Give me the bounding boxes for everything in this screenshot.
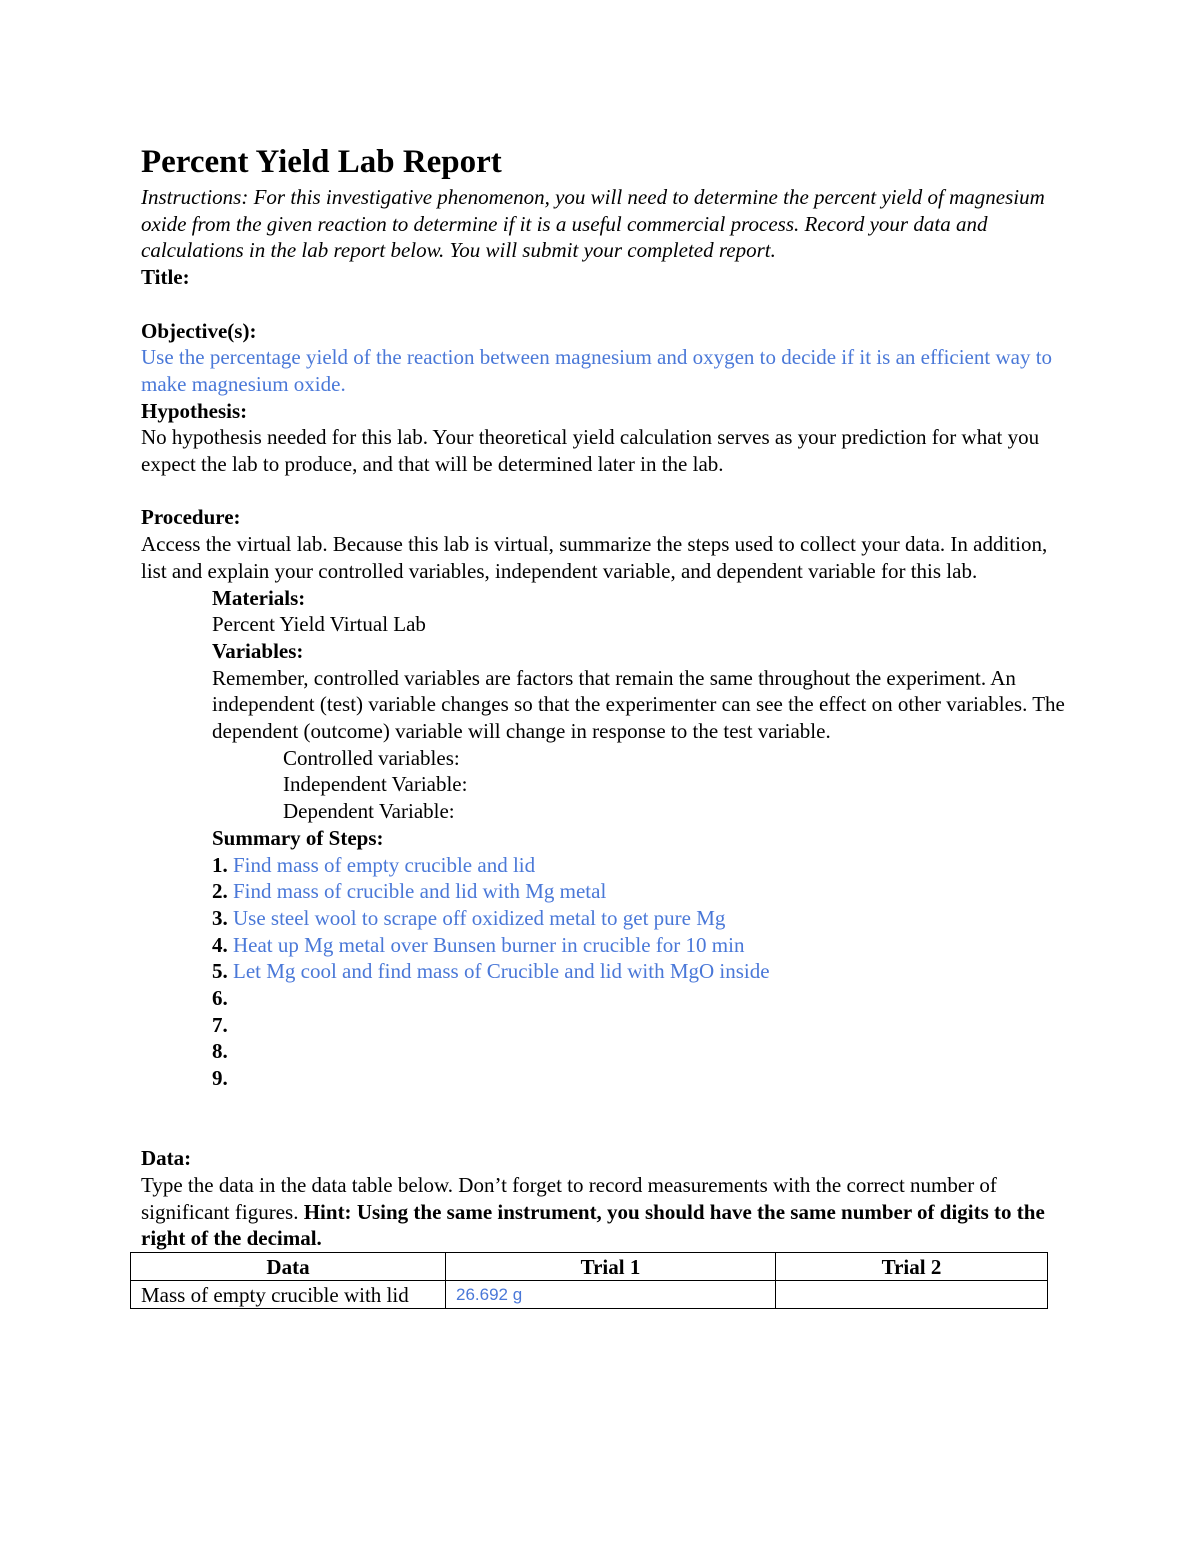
table-cell-trial1[interactable]: 26.692 g <box>446 1281 776 1309</box>
controlled-variables-label[interactable]: Controlled variables: <box>283 745 460 770</box>
step-number: 3. <box>212 905 228 930</box>
step-item[interactable] <box>212 905 1066 932</box>
procedure-text: Access the virtual lab. Because this lab is virtual, summarize the steps used to collect your data. In addition, list and explain your controlled variables, independent variable, and dependent variable for this lab. <box>141 532 1048 583</box>
title-answer-blank[interactable] <box>141 291 1066 318</box>
step-item[interactable] <box>212 1038 1066 1065</box>
step-item[interactable] <box>212 852 1066 879</box>
materials-label: Materials: <box>212 585 306 610</box>
table-cell-label: Mass of empty crucible with lid <box>131 1281 446 1309</box>
step-item[interactable] <box>212 932 1066 959</box>
objective-label: Objective(s): <box>141 318 257 343</box>
step-item[interactable] <box>212 985 1066 1012</box>
spacer <box>141 1119 1066 1146</box>
steps-list <box>141 852 1066 1092</box>
document-page <box>141 140 1066 1309</box>
variables-text: Remember, controlled variables are factors that remain the same throughout the experiment. An independent (test) variable changes so that the experimenter can see the effect on other variables. The dependent (outcome) variable will change in response to the test variable. <box>212 665 1065 744</box>
instructions-text: Instructions: For this investigative phenomenon, you will need to determine the percent yield of magnesium oxide from the given reaction to determine if it is a useful commercial process. Record your data and calculations in the lab report below. You will submit your completed report. <box>141 185 1045 263</box>
step-item[interactable] <box>212 1065 1066 1092</box>
step-item[interactable] <box>212 958 1066 985</box>
step-item[interactable] <box>212 878 1066 905</box>
step-text: Find mass of crucible and lid with Mg metal <box>233 879 607 904</box>
variables-label: Variables: <box>212 638 304 663</box>
step-item[interactable] <box>212 1012 1066 1039</box>
document-title: Percent Yield Lab Report <box>141 144 502 180</box>
materials-text: Percent Yield Virtual Lab <box>212 612 426 637</box>
step-text: Heat up Mg metal over Bunsen burner in crucible for 10 min <box>233 932 745 957</box>
hypothesis-text: No hypothesis needed for this lab. Your theoretical yield calculation serves as your prediction for what you expect the lab to produce, and that will be determined later in the lab. <box>141 425 1040 477</box>
hint-text: Using the same instrument, you should have the same number of digits to the right of the decimal. <box>141 1199 1045 1251</box>
table-header-row <box>131 1253 1048 1281</box>
procedure-label: Procedure: <box>141 505 241 530</box>
table-header: Trial 1 <box>446 1253 776 1281</box>
step-number: 2. <box>212 879 228 904</box>
table-cell-trial2[interactable] <box>776 1281 1048 1309</box>
dependent-variable-label[interactable]: Dependent Variable: <box>283 799 455 824</box>
step-text: Let Mg cool and find mass of Crucible and lid with MgO inside <box>233 959 770 984</box>
step-number: 8. <box>212 1039 228 1064</box>
title-label: Title: <box>141 265 190 290</box>
step-number: 7. <box>212 1012 228 1037</box>
data-label: Data: <box>141 1146 192 1171</box>
data-table <box>130 1252 1048 1309</box>
step-text: Find mass of empty crucible and lid <box>233 852 536 877</box>
table-header: Data <box>131 1253 446 1281</box>
hint-label: Hint: <box>303 1199 352 1224</box>
table-row <box>131 1281 1048 1309</box>
objective-text[interactable]: Use the percentage yield of the reaction between magnesium and oxygen to decide if it is an efficient way to make magnesium oxide. <box>141 345 1053 396</box>
step-number: 9. <box>212 1066 228 1091</box>
step-number: 4. <box>212 932 228 957</box>
data-instructions <box>141 1172 1066 1252</box>
summary-of-steps-label: Summary of Steps: <box>212 825 384 850</box>
step-text: Use steel wool to scrape off oxidized metal to get pure Mg <box>233 905 726 930</box>
independent-variable-label[interactable]: Independent Variable: <box>283 772 468 797</box>
spacer <box>141 1092 1066 1119</box>
step-number: 1. <box>212 852 228 877</box>
step-number: 6. <box>212 986 228 1011</box>
spacer <box>141 478 1066 505</box>
hypothesis-label: Hypothesis: <box>141 398 248 423</box>
data-text: Type the data in the data table below. Don’t forget to record measurements with the correct number of significant figures. <box>141 1172 997 1224</box>
table-header: Trial 2 <box>776 1253 1048 1281</box>
step-number: 5. <box>212 959 228 984</box>
